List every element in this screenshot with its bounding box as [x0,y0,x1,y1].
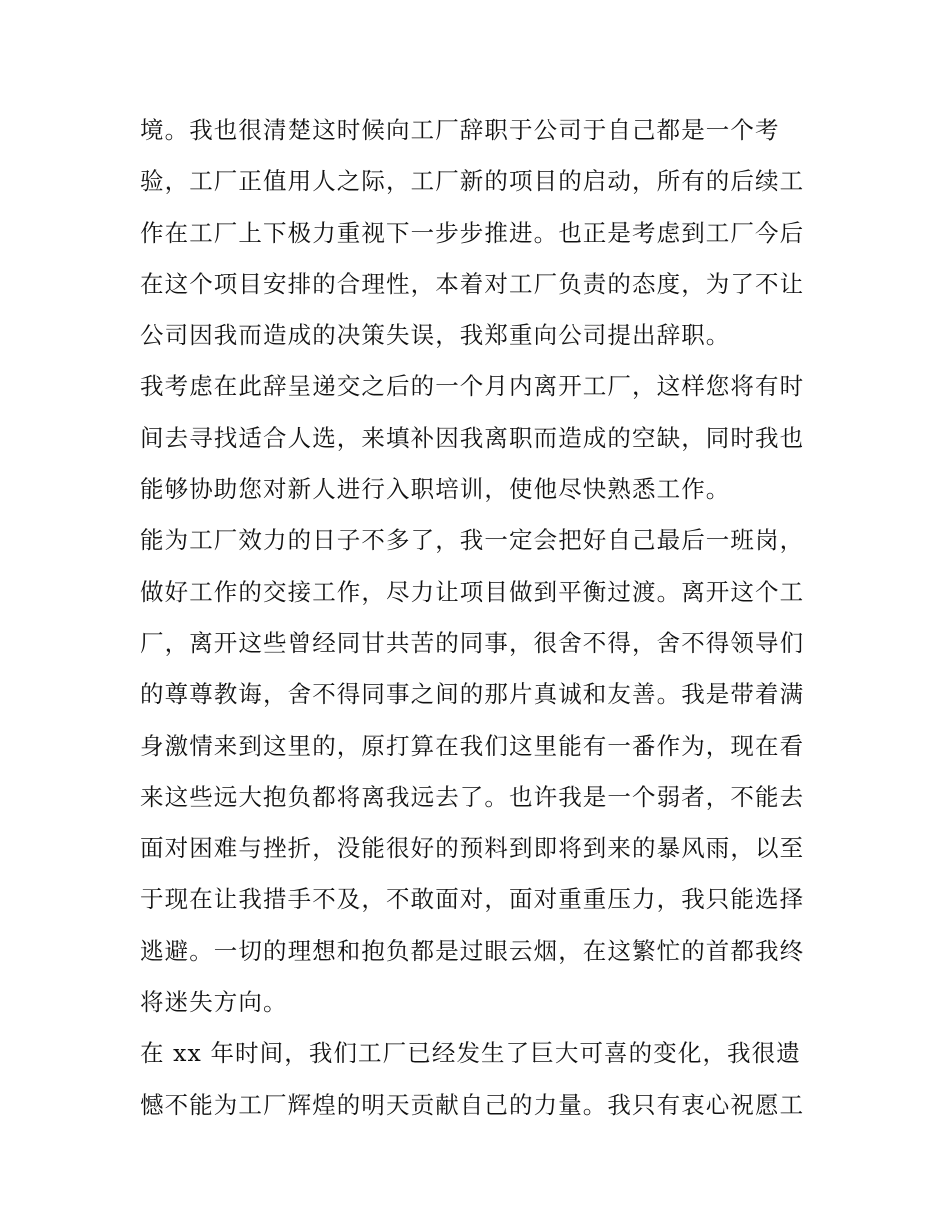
text-line: 作在工厂上下极力重视下一步步推进。也正是考虑到工厂今后 [140,218,805,247]
text-line: 将迷失方向。 [140,988,288,1017]
text-line: 能为工厂效力的日子不多了，我一定会把好自己最后一班岗， [140,526,805,555]
text-line: 来这些远大抱负都将离我远去了。也许我是一个弱者，不能去 [140,782,805,811]
text-line: 境。我也很清楚这时候向工厂辞职于公司于自己都是一个考 [140,116,780,144]
text-line: 憾不能为工厂辉煌的明天贡献自己的力量。我只有衷心祝愿工 [140,1090,805,1119]
text-line: 面对困难与挫折，没能很好的预料到即将到来的暴风雨，以至 [140,834,805,863]
text-line: 做好工作的交接工作，尽力让项目做到平衡过渡。离开这个工 [140,577,805,606]
text-line: 我考虑在此辞呈递交之后的一个月内离开工厂，这样您将有时 [140,372,805,401]
text-line: 公司因我而造成的决策失误，我郑重向公司提出辞职。 [140,321,731,350]
text-line: 验，工厂正值用人之际，工厂新的项目的启动，所有的后续工 [140,167,805,196]
text-line: 厂，离开这些曾经同甘共苦的同事，很舍不得，舍不得领导们 [140,628,805,657]
text-line: 能够协助您对新人进行入职培训，使他尽快熟悉工作。 [140,475,731,504]
text-line: 间去寻找适合人选，来填补因我离职而造成的空缺，同时我也 [140,423,805,452]
text-line: 的尊尊教诲，舍不得同事之间的那片真诚和友善。我是带着满 [140,680,805,709]
text-line: 逃避。一切的理想和抱负都是过眼云烟，在这繁忙的首都我终 [140,936,805,965]
document-body [140,108,812,1134]
text-line: 在这个项目安排的合理性，本着对工厂负责的态度，为了不让 [140,269,805,298]
text-line: 在 xx 年时间，我们工厂已经发生了巨大可喜的变化，我很遗 [140,1039,801,1068]
text-line: 于现在让我措手不及，不敢面对，面对重重压力，我只能选择 [140,885,805,914]
text-line: 身激情来到这里的，原打算在我们这里能有一番作为，现在看 [140,731,805,760]
